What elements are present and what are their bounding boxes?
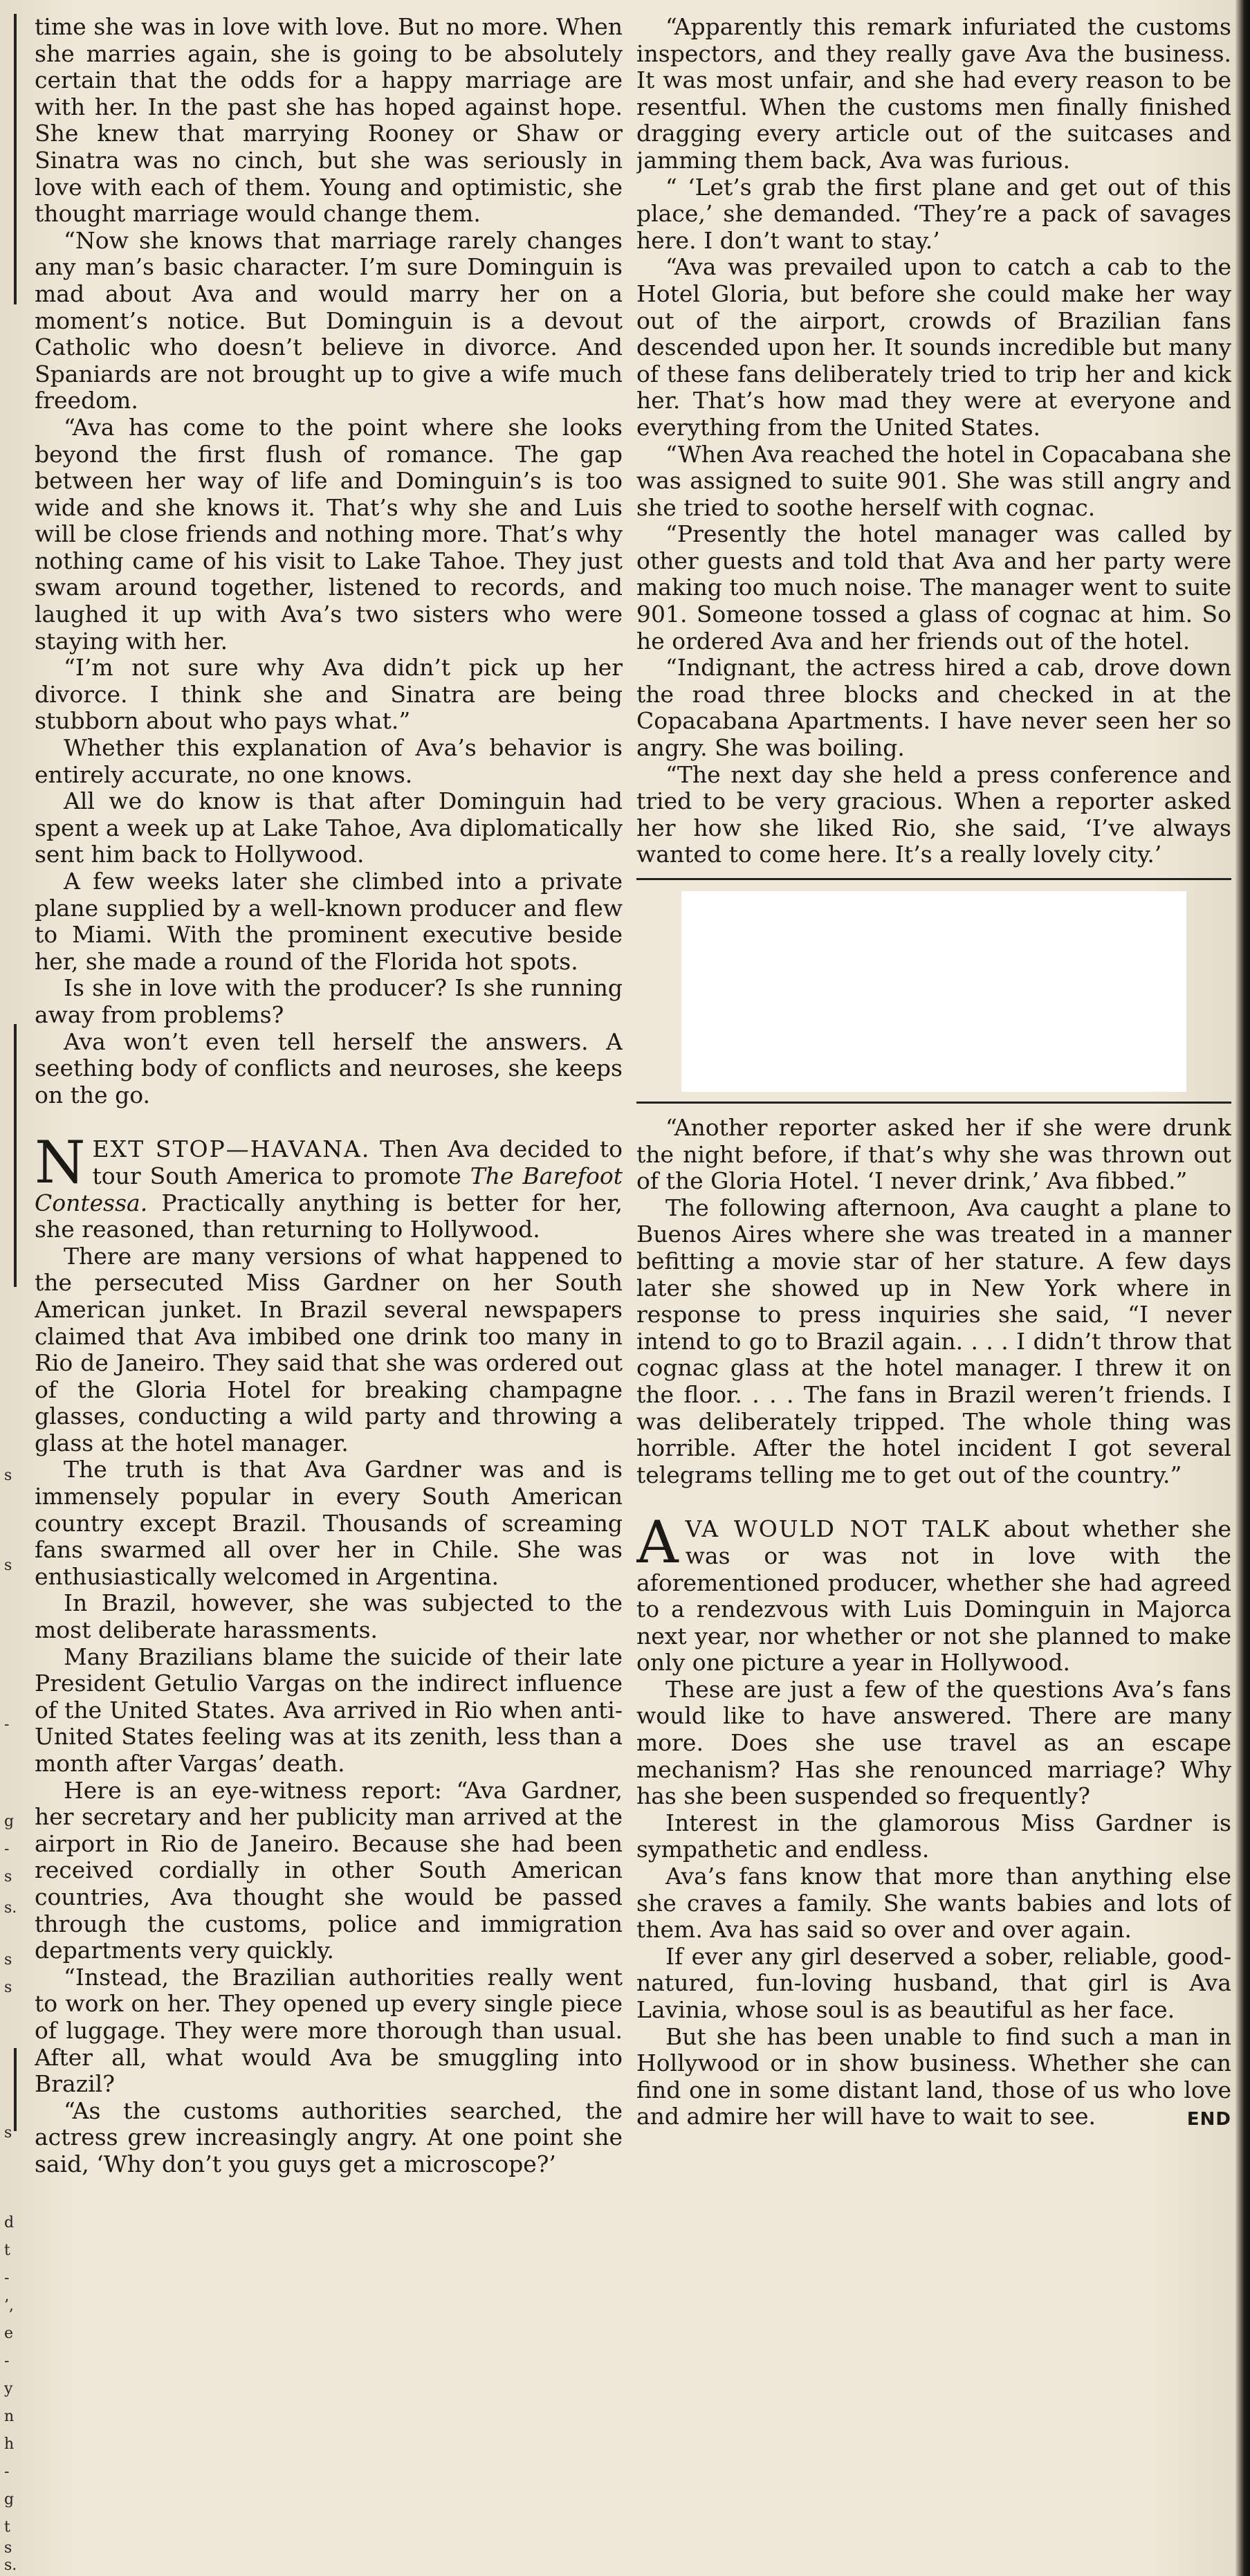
paragraph: “Ava has come to the point where she looks beyond the first flush of romance. The gap between her way of life and Dominguin’s is too wide and she knows it. That’s why she and Luis will be close friends and nothing more. That’s why nothing came of his visit to Lake Tahoe. They just swam around together, listened to records, and laughed it up with Ava’s two sisters who were staying with her.	[35, 413, 623, 655]
paragraph: Many Brazilians blame the suicide of their late President Getulio Vargas on the indirect influence of the United States. Ava arrived in Rio when anti-United States feeling was at its zenith, less than a month after Vargas’ death.	[35, 1643, 623, 1777]
paragraph: Interest in the glamorous Miss Gardner is sympathetic and endless.	[636, 1809, 1231, 1863]
paragraph: These are just a few of the questions Ava’s fans would like to have answered. There are many more. Does she use travel as an escape mechanism? Has she renounced marriage? Why has she been suspended so frequently?	[636, 1675, 1231, 1810]
paragraph: “Ava was prevailed upon to catch a cab to the Hotel Gloria, but before she could make her way out of the airport, crowds of Brazilian fans descended upon her. It sounds incredible but many of these fans deliberately tried to trip her and kick her. That’s how mad they were at everyone and everything from the United States.	[636, 253, 1231, 441]
margin-fragment: g	[4, 2491, 15, 2508]
section-lead-in: VA WOULD NOT TALK	[685, 1515, 991, 1543]
margin-fragment: -	[4, 2353, 10, 2370]
margin-fragment: s	[4, 2539, 12, 2557]
paragraph: “Apparently this remark infuriated the customs inspectors, and they really gave Ava the business. It was most unfair, and she had every reason to be resentful. When the customs men finally finished dragging every article out of the suitcases and jamming them back, Ava was furious.	[636, 14, 1231, 174]
margin-fragment: e	[4, 2325, 14, 2342]
paragraph: “Instead, the Brazilian authorities really went to work on her. They opened up every single piece of luggage. They were more thorough than usual. After all, what would Ava be smuggling into Brazil?	[35, 1963, 623, 2098]
film-title: The Barefoot Contessa.	[35, 1162, 623, 1216]
paragraph: A few weeks later she climbed into a private plane supplied by a well-known producer and flew to Miami. With the prominent executive beside her, she made a round of the Florida hot spots.	[35, 868, 623, 975]
paragraph: Whether this explanation of Ava’s behavior is entirely accurate, no one knows.	[35, 734, 623, 788]
margin-fragment: t	[4, 2519, 10, 2536]
margin-rule	[14, 2048, 17, 2131]
left-margin-fragments	[0, 0, 30, 2576]
end-mark: END	[1186, 2109, 1231, 2130]
margin-fragment: y	[4, 2380, 13, 2397]
section-text: about whether she was or was not in love with the aforementioned producer, whether she had agreed to a rendezvous with Luis Dominguin in Majorca next year, nor whether or not she planned to make only one picture a year in Hollywood.	[636, 1515, 1231, 1677]
paragraph: The following afternoon, Ava caught a plane to Buenos Aires where she was treated in a manner befitting a movie star of her stature. A few days later she showed up in New York where in response to press inquiries she said, “I never intend to go to Brazil again. . . . I didn’t throw that cognac glass at the hotel manager. I threw it on the floor. . . . The fans in Brazil weren’t friends. I was deliberately tripped. The whole thing was horrible. After the hotel incident I got several telegrams telling me to get out of the country.”	[636, 1194, 1231, 1488]
paragraph: In Brazil, however, she was subjected to the most deliberate harassments.	[35, 1589, 623, 1644]
drop-cap: A	[636, 1508, 679, 1577]
divider-rule	[636, 1102, 1231, 1104]
margin-fragment: s	[4, 1467, 12, 1484]
paragraph: Ava’s fans know that more than anything else she craves a family. She wants babies and lots of them. Ava has said so over and over again.	[636, 1863, 1231, 1944]
paragraph: Ava won’t even tell herself the answers. A seething body of conflicts and neuroses, she keeps on the go.	[35, 1027, 623, 1108]
paragraph: Is she in love with the producer? Is she running away from problems?	[35, 974, 623, 1028]
paragraph: “Now she knows that marriage rarely changes any man’s basic character. I’m sure Dominguin is mad about Ava and would marry her on a moment’s notice. But Dominguin is a devout Catholic who doesn’t believe in divorce. And Spaniards are not brought up to give a wife much freedom.	[35, 226, 623, 414]
left-column	[35, 14, 623, 2560]
paragraph: The truth is that Ava Gardner was and is immensely popular in every South American country except Brazil. Thousands of screaming fans swarmed all over her in Chile. She was enthusiastically welcomed in Argentina.	[35, 1456, 623, 1590]
paragraph: “Another reporter asked her if she were drunk the night before, if that’s why she was thrown out of the Gloria Hotel. ‘I never drink,’ Ava fibbed.”	[636, 1114, 1231, 1195]
paragraph: “Indignant, the actress hired a cab, drove down the road three blocks and checked in at the Copacabana Apartments. I have never seen her so angry. She was boiling.	[636, 654, 1231, 762]
margin-fragment: n	[4, 2408, 15, 2425]
margin-fragment: -	[4, 2269, 10, 2287]
margin-fragment: t	[4, 2242, 10, 2259]
paragraph: All we do know is that after Dominguin had spent a week up at Lake Tahoe, Ava diplomatically sent him back to Hollywood.	[35, 787, 623, 868]
margin-fragment: -	[4, 2463, 10, 2481]
section-lead-paragraph	[35, 1129, 623, 1243]
paragraph: “When Ava reached the hotel in Copacabana she was assigned to suite 901. She was still angry and she tried to soothe herself with cognac.	[636, 440, 1231, 521]
margin-fragment: s	[4, 1557, 12, 1574]
paragraph: “I’m not sure why Ava didn’t pick up her divorce. I think she and Sinatra are being stubborn about who pays what.”	[35, 654, 623, 735]
section-lead-paragraph	[636, 1508, 1231, 1677]
margin-fragment: s	[4, 1979, 12, 1996]
section-lead-in: EXT STOP—HAVANA.	[92, 1135, 371, 1163]
margin-fragment: d	[4, 2214, 15, 2231]
margin-fragment: s	[4, 1868, 12, 1885]
margin-fragment: s	[4, 2124, 12, 2141]
paragraph-text: But she has been unable to find such a man in Hollywood or in show business. Whether she can find one in some distant land, those of us who love and admire her will have to wait to see.	[636, 2022, 1231, 2130]
margin-rule	[14, 14, 17, 304]
margin-fragment: ’,	[4, 2297, 14, 2314]
margin-fragment: g	[4, 1813, 15, 1830]
page-edge-shadow	[1235, 0, 1250, 2576]
paragraph: There are many versions of what happened to the persecuted Miss Gardner on her South American junket. In Brazil several newspapers claimed that Ava imbibed one drink too many in Rio de Janeiro. They said that she was ordered out of the Gloria Hotel for breaking champagne glasses, conducting a wild party and throwing a glass at the hotel manager.	[35, 1242, 623, 1456]
margin-rule	[14, 1024, 17, 1287]
section-text: Practically anything is better for her, she reasoned, than returning to Hollywood.	[35, 1189, 623, 1243]
right-column	[636, 14, 1231, 2560]
section-text: Then Ava decided to tour South America to promote	[92, 1135, 623, 1189]
paragraph: “Presently the hotel manager was called by other guests and told that Ava and her party were making too much noise. The manager went to suite 901. Someone tossed a glass of cognac at him. So he ordered Ava and her friends out of the hotel.	[636, 520, 1231, 655]
margin-fragment: -	[4, 1840, 10, 1858]
margin-fragment: s.	[4, 2557, 17, 2574]
margin-fragment: s.	[4, 1899, 17, 1917]
paragraph	[636, 2024, 1231, 2130]
divider-rule	[636, 878, 1231, 880]
drop-cap: N	[35, 1129, 86, 1197]
paragraph: “The next day she held a press conference and tried to be very gracious. When a reporter asked her how she liked Rio, she said, ‘I’ve always wanted to come here. It’s a really lovely city.’	[636, 760, 1231, 868]
paragraph: Here is an eye-witness report: “Ava Gardner, her secretary and her publicity man arrived at the airport in Rio de Janeiro. Because she had been received cordially in other South American countries, Ava thought she would be passed through the customs, police and immigration departments very quickly.	[35, 1776, 623, 1964]
blank-image-area	[681, 891, 1186, 1092]
paragraph: “As the customs authorities searched, the actress grew increasingly angry. At one point she said, ‘Why don’t you guys get a microscope?’	[35, 2097, 623, 2177]
margin-fragment: s	[4, 1951, 12, 1968]
paragraph: If ever any girl deserved a sober, reliable, good-natured, fun-loving husband, that girl is Ava Lavinia, whose soul is as beautiful as her face.	[636, 1942, 1231, 2023]
paragraph: time she was in love with love. But no more. When she marries again, she is going to be absolutely certain that the odds for a happy marriage are with her. In the past she has hoped against hope. She knew that marrying Rooney or Shaw or Sinatra was no cinch, but she was seriously in love with each of them. Young and optimistic, she thought marriage would change them.	[35, 14, 623, 228]
paragraph: “ ‘Let’s grab the first plane and get out of this place,’ she demanded. ‘They’re a pack of savages here. I don’t want to stay.’	[636, 173, 1231, 254]
margin-fragment: h	[4, 2436, 15, 2453]
margin-fragment: -	[4, 1716, 10, 1733]
